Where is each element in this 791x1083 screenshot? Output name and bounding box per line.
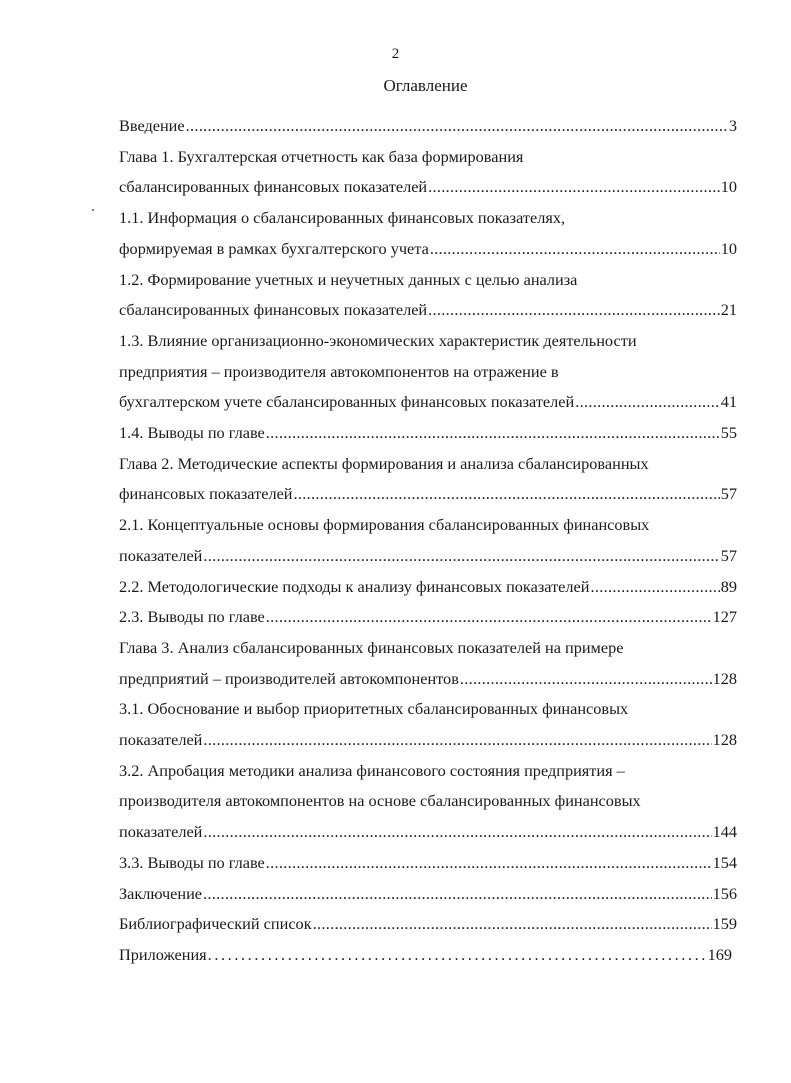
toc-entry-line: 1.1. Информация о сбалансированных финансовых показателях, xyxy=(119,208,566,228)
toc-entry-page-number: 144 xyxy=(712,822,737,842)
dot-leader xyxy=(203,817,711,848)
toc-entry-title: сбалансированных финансовых показателей xyxy=(119,177,428,197)
table-of-contents xyxy=(119,111,737,971)
toc-entry-leader-line xyxy=(119,172,737,203)
toc-entry-leader-line xyxy=(119,848,737,879)
toc-entry-title: 3.3. Выводы по главе xyxy=(119,852,265,872)
dot-leader xyxy=(428,295,720,326)
toc-entry-leader-line xyxy=(119,725,737,756)
toc-entry-leader-line xyxy=(119,817,737,848)
dot-leader xyxy=(266,418,720,449)
toc-entry-page-number: 128 xyxy=(712,730,737,750)
dot-leader xyxy=(430,234,720,265)
dot-leader xyxy=(460,664,712,695)
toc-entry-page-number: 89 xyxy=(720,576,737,596)
toc-entry-title: Приложения xyxy=(119,944,207,964)
toc-entry[interactable] xyxy=(119,510,737,571)
toc-entry-title: бухгалтерском учете сбалансированных финансовых показателей xyxy=(119,392,575,412)
toc-entry[interactable] xyxy=(119,909,737,940)
page-number: 2 xyxy=(391,46,400,62)
toc-title: Оглавление xyxy=(383,76,468,95)
toc-entry[interactable] xyxy=(119,203,737,264)
toc-entry-page-number: 156 xyxy=(712,883,737,903)
toc-entry-title: финансовых показателей xyxy=(119,484,293,504)
dot-leader xyxy=(208,940,707,971)
toc-entry-line: 1.2. Формирование учетных и неучетных данных с целью анализа xyxy=(119,269,578,289)
toc-entry-line: 1.3. Влияние организационно-экономических характеристик деятельности xyxy=(119,330,637,350)
dot-leader xyxy=(266,848,712,879)
toc-entry-title: Библиографический список xyxy=(119,914,312,934)
toc-entry-title: 2.2. Методологические подходы к анализу финансовых показателей xyxy=(119,576,590,596)
toc-entry-title: Введение xyxy=(119,116,185,135)
toc-entry[interactable] xyxy=(119,633,737,694)
toc-entry-line: Глава 2. Методические аспекты формирования и анализа сбалансированных xyxy=(119,453,649,473)
toc-entry-line: предприятия – производителя автокомпонентов на отражение в xyxy=(119,361,559,381)
toc-entry-page-number: 57 xyxy=(720,545,737,565)
toc-entry-leader-line xyxy=(119,879,737,910)
toc-entry[interactable] xyxy=(119,694,737,755)
toc-entry-leader-line xyxy=(119,479,737,510)
toc-entry-line: 2.1. Концептуальные основы формирования сбалансированных финансовых xyxy=(119,515,650,535)
toc-entry-page-number: 127 xyxy=(712,607,737,627)
toc-entry[interactable] xyxy=(119,756,737,848)
toc-entry-page-number: 3 xyxy=(728,116,737,135)
scan-speck xyxy=(92,209,94,211)
toc-entry-title: показателей xyxy=(119,822,203,842)
toc-entry-title: Заключение xyxy=(119,883,203,903)
dot-leader xyxy=(428,172,720,203)
toc-entry-title: 1.4. Выводы по главе xyxy=(119,423,265,443)
dot-leader xyxy=(203,725,711,756)
toc-entry-page-number: 128 xyxy=(712,668,737,688)
toc-entry-title: предприятий – производителей автокомпонентов xyxy=(119,668,459,688)
dot-leader xyxy=(575,387,719,418)
toc-entry-title: показателей xyxy=(119,730,203,750)
toc-entry[interactable] xyxy=(119,572,737,603)
toc-entry[interactable] xyxy=(119,111,737,142)
toc-entry-leader-line xyxy=(119,111,737,142)
toc-entry-page-number: 55 xyxy=(720,423,737,443)
toc-entry-page-number: 21 xyxy=(720,300,737,320)
toc-entry-page-number: 159 xyxy=(712,914,737,934)
toc-entry[interactable] xyxy=(119,449,737,510)
toc-entry-line: производителя автокомпонентов на основе сбалансированных финансовых xyxy=(119,791,641,811)
toc-entry-leader-line xyxy=(119,234,737,265)
toc-entry[interactable] xyxy=(119,879,737,910)
toc-entry-line: 3.1. Обоснование и выбор приоритетных сбалансированных финансовых xyxy=(119,699,629,719)
toc-entry-page-number: 57 xyxy=(720,484,737,504)
dot-leader xyxy=(186,111,728,142)
toc-entry[interactable] xyxy=(119,142,737,203)
toc-entry-leader-line xyxy=(119,541,737,572)
toc-entry-title: сбалансированных финансовых показателей xyxy=(119,300,428,320)
toc-entry-title: показателей xyxy=(119,545,203,565)
toc-entry-leader-line xyxy=(119,572,737,603)
toc-entry[interactable] xyxy=(119,418,737,449)
toc-entry[interactable] xyxy=(119,326,737,418)
toc-entry-page-number: 10 xyxy=(720,238,737,258)
dot-leader xyxy=(203,541,719,572)
toc-entry-line: Глава 1. Бухгалтерская отчетность как база формирования xyxy=(119,146,524,166)
toc-entry-page-number: 10 xyxy=(720,177,737,197)
toc-entry-line: 3.2. Апробация методики анализа финансового состояния предприятия – xyxy=(119,760,625,780)
toc-entry-title: 2.3. Выводы по главе xyxy=(119,607,265,627)
toc-entry-leader-line xyxy=(119,418,737,449)
toc-entry-page-number: 154 xyxy=(712,852,737,872)
toc-entry-leader-line xyxy=(119,940,737,971)
toc-entry-page-number: 169 xyxy=(707,944,732,964)
toc-entry-page-number: 41 xyxy=(720,392,737,412)
toc-entry[interactable] xyxy=(119,940,737,971)
dot-leader xyxy=(294,479,720,510)
toc-entry-line: Глава 3. Анализ сбалансированных финансовых показателей на примере xyxy=(119,637,624,657)
toc-entry-leader-line xyxy=(119,909,737,940)
toc-entry-title: формируемая в рамках бухгалтерского учета xyxy=(119,238,429,258)
dot-leader xyxy=(590,572,719,603)
dot-leader xyxy=(313,909,712,940)
dot-leader xyxy=(203,879,712,910)
toc-entry-leader-line xyxy=(119,387,737,418)
toc-entry-leader-line xyxy=(119,295,737,326)
toc-entry[interactable] xyxy=(119,265,737,326)
toc-entry[interactable] xyxy=(119,602,737,633)
toc-entry[interactable] xyxy=(119,848,737,879)
toc-entry-leader-line xyxy=(119,602,737,633)
dot-leader xyxy=(266,602,712,633)
toc-entry-leader-line xyxy=(119,664,737,695)
